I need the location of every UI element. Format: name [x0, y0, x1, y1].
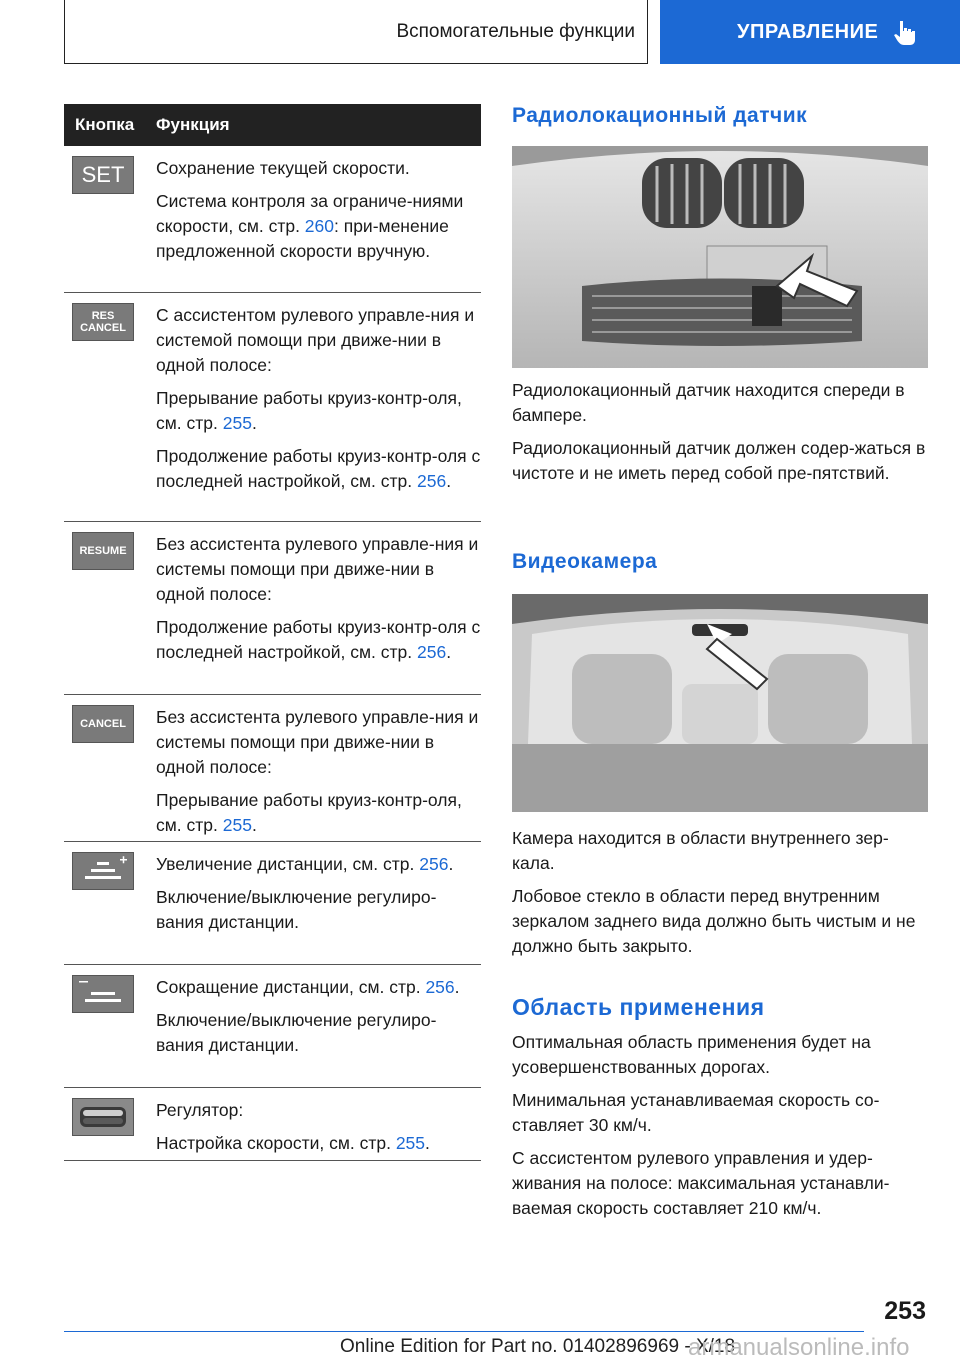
- row-text: Продолжение работы круиз-контр-оля с последней настройкой, см. стр. 256.: [156, 446, 481, 491]
- page-link[interactable]: 256: [416, 471, 447, 491]
- watermark-site: armanualsonline.info: [688, 1334, 910, 1361]
- resume-button-icon: RESUME: [72, 532, 134, 570]
- row-text: Включение/выключение регулиро-вания дистанции.: [156, 1010, 437, 1055]
- row-text: С ассистентом рулевого управле-ния и системой помощи при движе-нии в одной полосе:: [156, 305, 475, 375]
- scope-paragraph-1: Оптимальная область применения будет на усовершенствованных дорогах.: [512, 1032, 871, 1077]
- row-text: Включение/выключение регулиро-вания дистанции.: [156, 887, 437, 932]
- set-button-icon: SET: [72, 156, 134, 194]
- row-text: Продолжение работы круиз-контр-оля с последней настройкой, см. стр. 256.: [156, 617, 481, 662]
- row-text: Система контроля за ограниче-ниями скорости, см. стр. 260: при-менение предложенной скорости вручную.: [156, 191, 464, 261]
- page-number: 253: [884, 1297, 926, 1325]
- edition-text: Online Edition for Part no. 01402896969 - X/18: [340, 1336, 736, 1357]
- camera-heading: Видеокамера: [512, 550, 658, 573]
- distance-decrease-icon: [72, 975, 134, 1013]
- chapter-title: УПРАВЛЕНИЕ: [737, 20, 879, 43]
- table-row: [64, 1088, 481, 1161]
- row-text: Сохранение текущей скорости.: [156, 158, 410, 178]
- scope-section: [512, 994, 928, 1021]
- row-text: Прерывание работы круиз-контр-оля, см. стр. 255.: [156, 388, 462, 433]
- row-text: Увеличение дистанции, см. стр. 256.: [156, 854, 454, 874]
- radar-paragraph-2: Радиолокационный датчик должен содер-жаться в чистоте и не иметь перед собой пре-пятствий.: [512, 438, 926, 483]
- res-cancel-button-icon: RES CANCEL: [72, 303, 134, 341]
- rocker-switch-icon: [72, 1098, 134, 1136]
- camera-image: [512, 594, 928, 812]
- table-header: [64, 104, 481, 146]
- radar-section: [512, 104, 928, 128]
- camera-section: [512, 550, 928, 574]
- table-row: [64, 293, 481, 522]
- row-text: Регулятор:: [156, 1100, 244, 1120]
- page-link[interactable]: 255: [222, 413, 252, 433]
- table-row: [64, 146, 481, 293]
- page-link[interactable]: 256: [416, 642, 447, 662]
- scope-text: [512, 1030, 928, 1229]
- row-text: Без ассистента рулевого управле-ния и системы помощи при движе-нии в одной полосе:: [156, 534, 479, 604]
- radar-heading: Радиолокационный датчик: [512, 104, 808, 127]
- scope-heading: Область применения: [512, 994, 765, 1020]
- row-text: Сокращение дистанции, см. стр. 256.: [156, 977, 460, 997]
- page-link[interactable]: 260: [304, 216, 334, 236]
- camera-text: [512, 826, 928, 967]
- column-header-button: Кнопка: [75, 115, 135, 134]
- table-row: [64, 842, 481, 965]
- scope-paragraph-2: Минимальная устанавливаемая скорость со-ставляет 30 км/ч.: [512, 1090, 880, 1135]
- page-link[interactable]: 256: [419, 854, 449, 874]
- row-text: Настройка скорости, см. стр. 255.: [156, 1133, 430, 1153]
- page-link[interactable]: 255: [395, 1133, 426, 1153]
- radar-text: [512, 378, 928, 494]
- section-title: Вспомогательные функции: [396, 20, 635, 42]
- running-header-section: [64, 0, 648, 64]
- radar-sensor-image: [512, 146, 928, 368]
- row-text: Без ассистента рулевого управле-ния и системы помощи при движе-нии в одной полосе:: [156, 707, 479, 777]
- cancel-button-icon: CANCEL: [72, 705, 134, 743]
- scope-paragraph-3: С ассистентом рулевого управления и удер-живания на полосе: максимальная устанавли-ваемая скорость составляет 210 км/ч.: [512, 1148, 890, 1218]
- column-header-function: Функция: [156, 115, 230, 134]
- row-text: Прерывание работы круиз-контр-оля, см. стр. 255.: [156, 790, 462, 835]
- table-row: [64, 695, 481, 842]
- camera-paragraph-2: Лобовое стекло в области перед внутренним зеркалом заднего вида должно быть чистым и не должно быть закрыто.: [512, 886, 916, 956]
- radar-paragraph-1: Радиолокационный датчик находится спереди в бампере.: [512, 380, 905, 425]
- chapter-tab[interactable]: [660, 0, 960, 64]
- button-function-table: [64, 104, 481, 1161]
- page-link[interactable]: 255: [222, 815, 252, 835]
- camera-paragraph-1: Камера находится в области внутреннего зер-кала.: [512, 828, 889, 873]
- pointing-hand-icon: [892, 19, 918, 45]
- distance-increase-icon: [72, 852, 134, 890]
- table-row: [64, 522, 481, 695]
- footer-rule: [64, 1331, 864, 1332]
- table-row: [64, 965, 481, 1088]
- page-link[interactable]: 256: [425, 977, 455, 997]
